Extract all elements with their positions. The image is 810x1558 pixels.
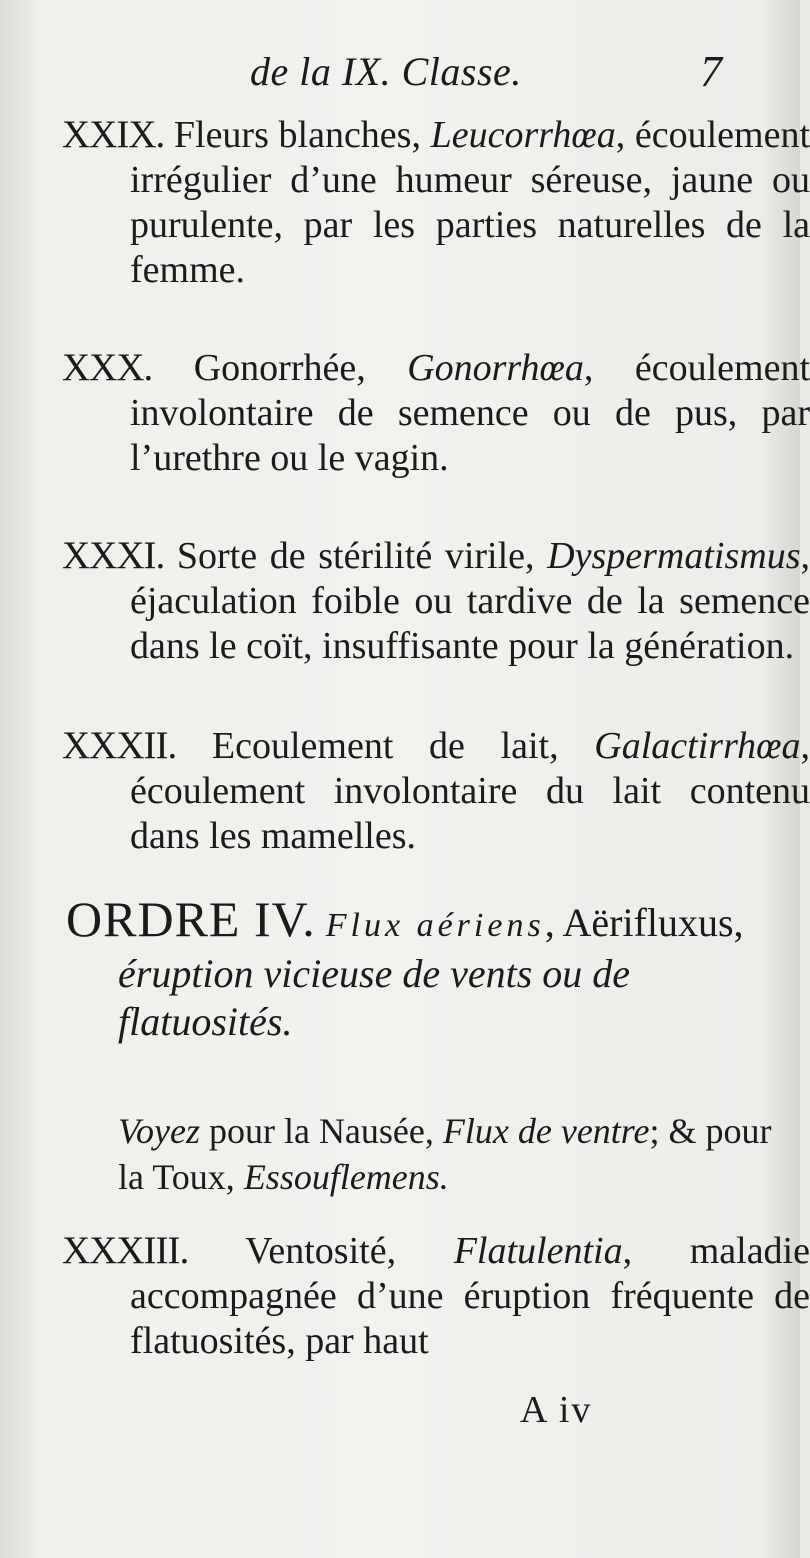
note-ref-2: Essouflemens. [243,1157,449,1197]
note-text-1: pour la Nausée, [208,1111,434,1151]
order-heading [66,891,794,1046]
order-name: Flux aériens [325,907,545,944]
entry-lead: Gonorrhée, [193,347,366,389]
entry-xxxii [62,723,810,859]
order-number: ORDRE IV. [66,891,316,947]
entry-text: , maladie accompagnée d’une éruption fréquente de flatuosités, par haut [130,1230,810,1362]
entry-number: XXXIII. [62,1229,189,1272]
entry-latin: Flatulentia [453,1230,623,1272]
signature-mark: A iv [520,1389,593,1431]
note-ref-1: Flux de ventre [442,1111,650,1151]
entry-xxx [62,345,810,481]
note-text-2: ; & pour la Toux, [118,1111,772,1197]
page-number: 7 [700,47,722,96]
entry-lead: Sorte de stérilité virile, [176,535,535,577]
entry-latin: Gonorrhœa [407,347,584,389]
note-voyez: Voyez [118,1111,200,1151]
running-head [0,48,800,108]
entry-number: XXXII. [62,724,177,767]
entry-text: , écoulement involontaire de semence ou de pus, par l’urethre ou le vagin. [130,347,810,479]
entry-text: , écoulement irrégulier d’une humeur séreuse, jaune ou purulente, par les parties naturelles de la femme. [130,114,810,291]
running-title: de la IX. Classe. [250,49,522,94]
entry-lead: Fleurs blanches, [173,114,421,156]
entry-xxxiii [62,1228,810,1364]
entry-xxix [62,112,810,293]
entry-number: XXIX. [62,113,165,156]
entry-xxxi [62,533,810,669]
order-latin: , Aërifluxus, [544,900,744,945]
entry-number: XXX. [62,346,153,389]
entry-latin: Leucorrhœa [430,114,616,156]
entry-lead: Ventosité, [245,1230,397,1272]
cross-reference-note [66,1108,794,1200]
entry-lead: Ecoulement de lait, [211,725,559,767]
entry-text: , écoulement involontaire du lait contenu dans les mamelles. [130,725,810,857]
entry-latin: Dyspermatismus [547,535,801,577]
entry-latin: Galactirrhœa [594,725,801,767]
order-description: éruption vicieuse de vents ou de flatuosités. [118,951,631,1044]
entry-number: XXXI. [62,534,165,577]
entry-text: , éjaculation foible ou tardive de la semence dans le coït, insuffisante pour la génération. [130,535,810,667]
